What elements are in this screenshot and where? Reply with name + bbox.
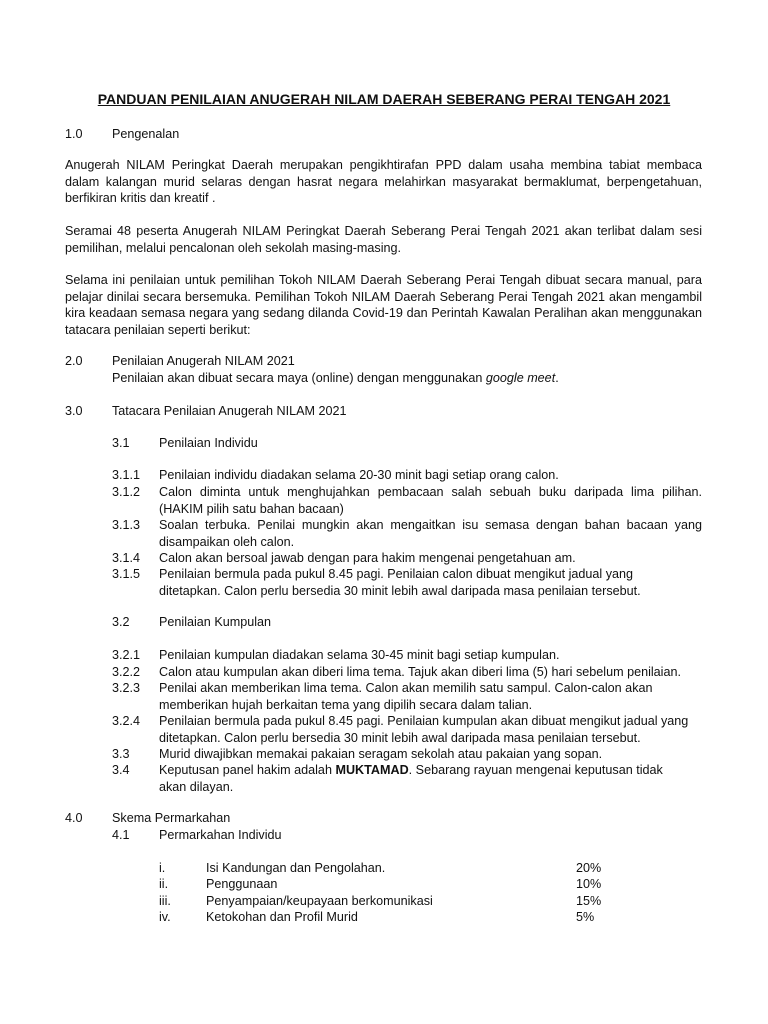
item-number: 3.3	[112, 747, 130, 761]
list-item: Murid diwajibkan memakai pakaian seragam sekolah atau pakaian yang sopan.	[159, 747, 603, 761]
subsection-4-1-number: 4.1	[112, 828, 130, 842]
item-number: 3.2.2	[112, 665, 141, 679]
item-number: 3.4	[112, 763, 130, 777]
row-roman: ii.	[159, 877, 169, 891]
list-item: Penilaian individu diadakan selama 20-30 minit bagi setiap orang calon.	[159, 468, 559, 482]
item-number: 3.1.1	[112, 468, 141, 482]
section-3-number: 3.0	[65, 404, 83, 418]
item-number: 3.2.4	[112, 714, 141, 728]
muktamad-text: MUKTAMAD	[335, 763, 409, 777]
intro-paragraph-2: Seramai 48 peserta Anugerah NILAM Peringkat Daerah Seberang Perai Tengah 2021 akan terlibat dalam sesi pemilihan, melalui pencalonan oleh sekolah masing-masing.	[65, 224, 702, 255]
section-4-heading: Skema Permarkahan	[112, 811, 231, 825]
row-percent: 20%	[576, 861, 602, 875]
google-meet-text: google meet	[485, 371, 556, 385]
list-item: Penilai akan memberikan lima tema. Calon akan memilih satu sampul. Calon-calon akan memberikan hujah berkaitan tema yang dipilih secara dalam talian.	[159, 681, 653, 712]
list-item: Penilaian bermula pada pukul 8.45 pagi. Penilaian kumpulan akan dibuat mengikut jadual yang ditetapkan. Calon perlu bersedia 30 minit lebih awal daripada masa penilaian tersebut.	[159, 714, 689, 745]
row-percent: 5%	[576, 910, 595, 924]
intro-paragraph-3: Selama ini penilaian untuk pemilihan Tokoh NILAM Daerah Seberang Perai Tengah dibuat secara manual, para pelajar dinilai secara bersemuka. Pemilihan Tokoh NILAM Daerah Seberang Perai Tengah 2021 akan mengambil kira keadaan semasa negara yang sedang dilanda Covid-19 dan Perintah Kawalan Peralihan akan menggunakan tatacara penilaian seperti berikut:	[65, 273, 702, 337]
row-roman: iv.	[159, 910, 171, 924]
verdict-text: Keputusan panel hakim adalah	[159, 763, 336, 777]
list-item	[159, 762, 679, 795]
item-number: 3.1.4	[112, 551, 141, 565]
item-number: 3.2.3	[112, 681, 141, 695]
subsection-3-1-number: 3.1	[112, 436, 130, 450]
item-number: 3.1.3	[112, 518, 141, 532]
section-3-heading: Tatacara Penilaian Anugerah NILAM 2021	[112, 404, 347, 418]
section-1-heading: Pengenalan	[112, 127, 180, 141]
section-1-number: 1.0	[65, 127, 83, 141]
section-4-number: 4.0	[65, 811, 83, 825]
section-2-description	[112, 370, 559, 387]
document-title: PANDUAN PENILAIAN ANUGERAH NILAM DAERAH SEBERANG PERAI TENGAH 2021	[97, 91, 671, 107]
row-percent: 15%	[576, 894, 602, 908]
list-item: Penilaian kumpulan diadakan selama 30-45 minit bagi setiap kumpulan.	[159, 648, 560, 662]
row-roman: iii.	[159, 894, 171, 908]
subsection-4-1-heading: Permarkahan Individu	[159, 828, 282, 842]
section-2-number: 2.0	[65, 354, 83, 368]
row-label: Penggunaan	[206, 877, 278, 891]
list-item: Calon akan bersoal jawab dengan para hakim mengenai pengetahuan am.	[159, 551, 576, 565]
item-number: 3.1.5	[112, 567, 141, 581]
row-label: Isi Kandungan dan Pengolahan.	[206, 861, 386, 875]
section-2-heading: Penilaian Anugerah NILAM 2021	[112, 354, 295, 368]
subsection-3-1-heading: Penilaian Individu	[159, 436, 258, 450]
row-label: Penyampaian/keupayaan berkomunikasi	[206, 894, 433, 908]
row-roman: i.	[159, 861, 166, 875]
intro-paragraph-1: Anugerah NILAM Peringkat Daerah merupakan pengikhtirafan PPD dalam usaha membina tabiat membaca dalam kalangan murid selaras dengan hasrat negara melahirkan masyarakat bermaklumat, berpengetahuan, berfikiran kritis dan kreatif .	[65, 158, 702, 205]
list-item: Calon atau kumpulan akan diberi lima tema. Tajuk akan diberi lima (5) hari sebelum penilaian.	[159, 665, 681, 679]
section-2-text: Penilaian akan dibuat secara maya (online) dengan menggunakan	[112, 371, 486, 385]
verdict-text-end: . Sebarang rayuan mengenai keputusan tidak akan dilayan.	[159, 763, 663, 794]
section-2-period: .	[555, 371, 559, 385]
list-item: Soalan terbuka. Penilai mungkin akan mengaitkan isu semasa dengan bahan bacaan yang disampaikan oleh calon.	[159, 518, 702, 549]
list-item: Calon diminta untuk menghujahkan pembacaan salah sebuah buku daripada lima pilihan. (HAKIM pilih satu bahan bacaan)	[159, 485, 702, 516]
subsection-3-2-number: 3.2	[112, 615, 130, 629]
row-percent: 10%	[576, 877, 602, 891]
row-label: Ketokohan dan Profil Murid	[206, 910, 358, 924]
item-number: 3.2.1	[112, 648, 141, 662]
item-number: 3.1.2	[112, 485, 141, 499]
list-item: Penilaian bermula pada pukul 8.45 pagi. Penilaian calon dibuat mengikut jadual yang ditetapkan. Calon perlu bersedia 30 minit lebih awal daripada masa penilaian tersebut.	[159, 567, 641, 598]
subsection-3-2-heading: Penilaian Kumpulan	[159, 615, 272, 629]
